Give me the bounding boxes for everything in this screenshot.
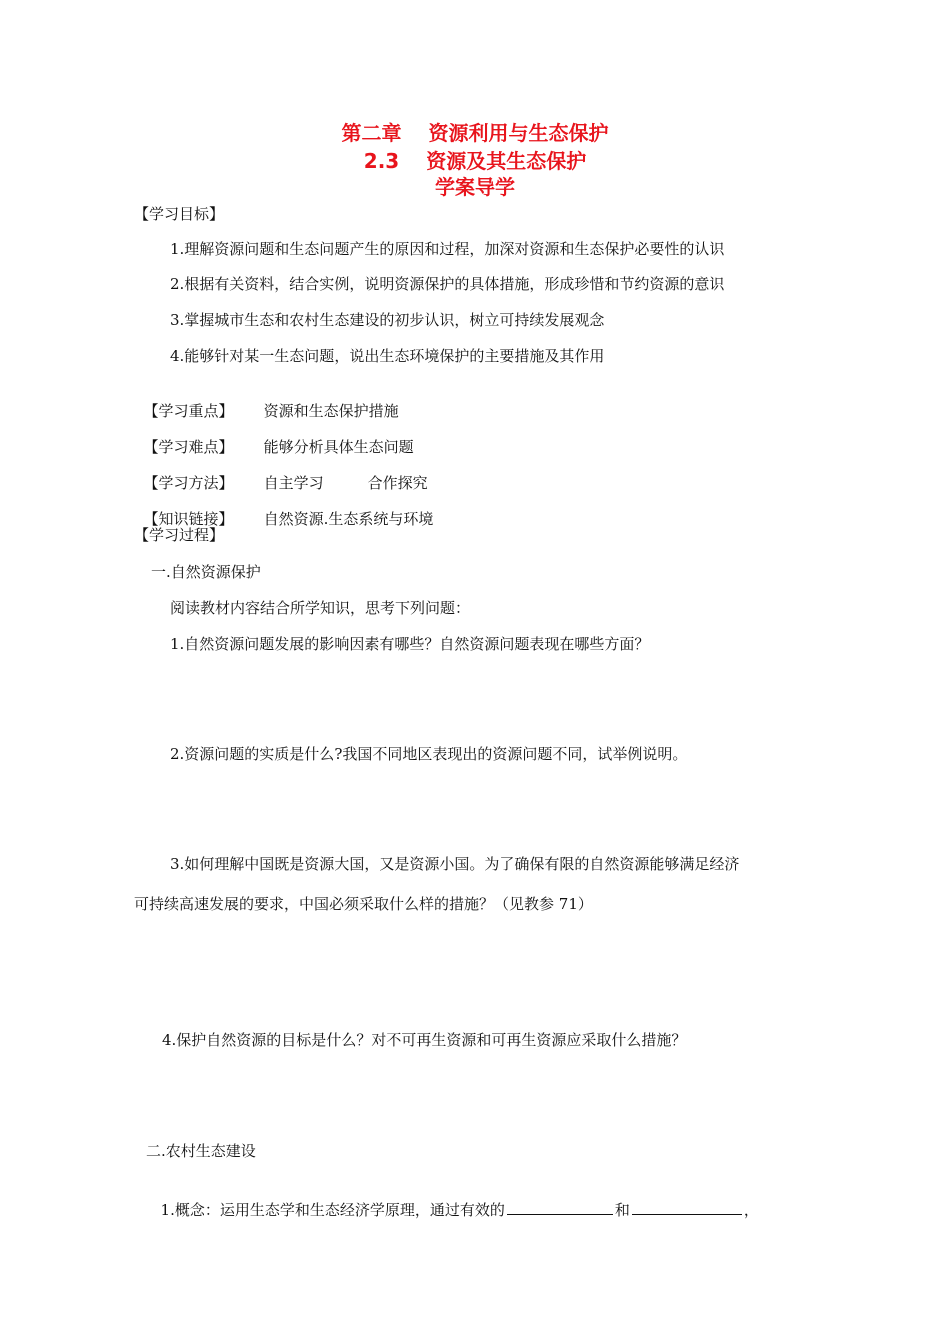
question-1: 1.自然资源问题发展的影响因素有哪些？自然资源问题表现在哪些方面？ — [170, 635, 650, 653]
key-point-row — [134, 381, 399, 421]
concept-and: 和 — [614, 1201, 630, 1219]
objective-1: 1.理解资源问题和生态问题产生的原因和过程，加深对资源和生态保护必要性的认识 — [170, 240, 725, 258]
section1-heading: 一.自然资源保护 — [151, 563, 261, 581]
difficulty-row — [134, 417, 414, 457]
section1-intro: 阅读教材内容结合所学知识，思考下列问题： — [170, 599, 471, 617]
key-point-value: 资源和生态保护措施 — [263, 402, 399, 420]
doc-subtitle: 学案导学 — [435, 175, 515, 199]
links-row — [134, 489, 433, 529]
section-title: 2.3 资源及其生态保护 — [363, 149, 587, 173]
concept-prefix: 1.概念：运用生态学和生态经济学原理，通过有效的 — [160, 1201, 505, 1219]
difficulty-value: 能够分析具体生态问题 — [263, 438, 414, 456]
objective-3: 3.掌握城市生态和农村生态建设的初步认识，树立可持续发展观念 — [170, 311, 605, 329]
question-4: 4.保护自然资源的目标是什么？对不可再生资源和可再生资源应采取什么措施？ — [162, 1031, 687, 1049]
objective-2: 2.根据有关资料，结合实例，说明资源保护的具体措施，形成珍惜和节约资源的意识 — [170, 275, 725, 293]
section2-heading: 二.农村生态建设 — [146, 1142, 256, 1160]
links-label: 【知识链接】 — [143, 510, 234, 528]
concept-row — [151, 1178, 759, 1220]
key-point-label: 【学习重点】 — [143, 402, 234, 420]
question-3-line1: 3.如何理解中国既是资源大国，又是资源小国。为了确保有限的自然资源能够满足经济 — [170, 855, 740, 873]
links-value: 自然资源.生态系统与环境 — [263, 510, 434, 528]
question-2: 2.资源问题的实质是什么?我国不同地区表现出的资源问题不同，试举例说明。 — [170, 745, 688, 763]
methods-row — [134, 453, 428, 493]
fill-blank-1[interactable] — [507, 1198, 613, 1215]
chapter-title: 第二章 资源利用与生态保护 — [341, 121, 609, 145]
fill-blank-2[interactable] — [632, 1198, 742, 1215]
method-2: 合作探究 — [367, 474, 428, 492]
process-label: 【学习过程】 — [134, 526, 225, 544]
methods-label: 【学习方法】 — [143, 474, 234, 492]
difficulty-label: 【学习难点】 — [143, 438, 234, 456]
objective-4: 4.能够针对某一生态问题，说出生态环境保护的主要措施及其作用 — [170, 347, 605, 365]
method-1: 自主学习 — [263, 474, 324, 492]
concept-end: ， — [743, 1201, 759, 1219]
question-3-line2: 可持续高速发展的要求，中国必须采取什么样的措施？（见教参 71） — [134, 895, 593, 913]
objectives-label: 【学习目标】 — [134, 205, 225, 223]
